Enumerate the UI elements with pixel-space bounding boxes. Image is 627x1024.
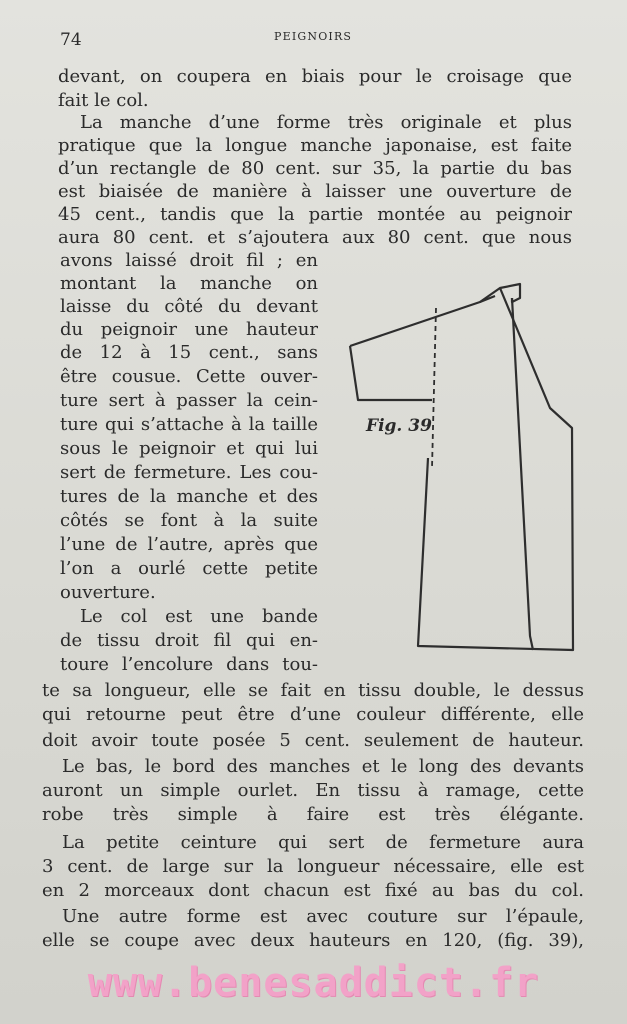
text-line: Une autre forme est avec couture sur l’épaule, (62, 906, 584, 927)
figure-label: Fig. 39 (366, 416, 432, 436)
text-line: Le col est une bande (80, 606, 318, 627)
text-line: sert de fermeture. Les cou- (60, 462, 318, 483)
text-line: côtés se font à la suite (60, 510, 318, 531)
text-line: du peignoir une hauteur (60, 319, 318, 340)
text-line: Le bas, le bord des manches et le long des devants (62, 756, 584, 777)
text-line: en 2 morceaux dont chacun est fixé au bas du col. (42, 880, 584, 901)
text-line: La manche d’une forme très originale et plus (80, 112, 572, 133)
text-line: être cousue. Cette ouver- (60, 366, 318, 387)
text-line: tures de la manche et des (60, 486, 318, 507)
running-head: PEIGNOIRS (274, 30, 353, 43)
text-line: de 12 à 15 cent., sans (60, 342, 318, 363)
text-line: toure l’encolure dans tou- (60, 654, 318, 675)
text-line: fait le col. (58, 90, 149, 111)
watermark-text: www.benesaddict.fr (87, 960, 540, 1006)
text-line: devant, on coupera en biais pour le croisage que (58, 66, 572, 87)
text-line: ture sert à passer la cein- (60, 390, 318, 411)
text-line: laisse du côté du devant (60, 296, 318, 317)
text-line: est biaisée de manière à laisser une ouverture de (58, 181, 572, 202)
text-line: l’on a ourlé cette petite (60, 558, 318, 579)
text-line: La petite ceinture qui sert de fermeture aura (62, 832, 584, 853)
text-line: aura 80 cent. et s’ajoutera aux 80 cent. que nous (58, 227, 572, 248)
text-line: ture qui s’attache à la taille (60, 414, 318, 435)
page-number: 74 (60, 30, 82, 50)
text-line: l’une de l’autre, après que (60, 534, 318, 555)
text-line: auront un simple ourlet. En tissu à ramage, cette (42, 780, 584, 801)
text-line: ouverture. (60, 582, 156, 603)
text-line: qui retourne peut être d’une couleur différente, elle (42, 704, 584, 725)
text-line: sous le peignoir et qui lui (60, 438, 318, 459)
text-line: elle se coupe avec deux hauteurs en 120, (fig. 39), (42, 930, 584, 951)
text-line: de tissu droit fil qui en- (60, 630, 318, 651)
text-line: avons laissé droit fil ; en (60, 250, 318, 271)
text-line: montant la manche on (60, 273, 318, 294)
peignoir-pattern-diagram (340, 268, 585, 663)
text-line: 3 cent. de large sur la longueur nécessaire, elle est (42, 856, 584, 877)
text-line: 45 cent., tandis que la partie montée au peignoir (58, 204, 572, 225)
text-line: pratique que la longue manche japonaise, est faite (58, 135, 572, 156)
text-line: te sa longueur, elle se fait en tissu double, le dessus (42, 680, 584, 701)
text-line: doit avoir toute posée 5 cent. seulement de hauteur. (42, 730, 584, 751)
text-line: robe très simple à faire est très élégante. (42, 804, 584, 825)
text-line: d’un rectangle de 80 cent. sur 35, la partie du bas (58, 158, 572, 179)
